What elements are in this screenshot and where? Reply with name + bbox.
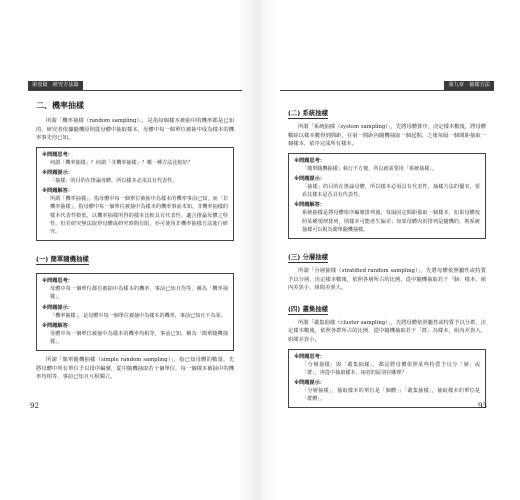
subsection-heading-systematic: (二) 系統抽樣 (288, 109, 329, 117)
answer-text: 系統抽樣是將母體依序編號排列後，每隔固定間距抽取一個樣本，如果母體按照某種規律排列，則樣本可能產生偏差；如果母體內的排列是隨機的，則系統抽樣可以視為簡單隨機抽樣。 (302, 210, 480, 233)
question-box-1 (36, 147, 234, 241)
question-box-3 (288, 153, 486, 239)
answer-label: ※問題解答： (42, 322, 73, 329)
think-text: 「簡單隨機抽樣」執行不方便，所以就需要用「系統抽樣」。 (302, 165, 437, 172)
subsection-heading-stratified: (三) 分層抽樣 (288, 253, 329, 261)
think-label: ※問題思考： (294, 157, 325, 164)
left-page (28, 72, 242, 417)
question-box-2 (36, 273, 234, 351)
think-label: ※問題思考： (42, 278, 73, 285)
hint-text: 「分層抽樣」，抽取樣本的單位是「個體」；「叢集抽樣」，抽取樣本的單位是「群體」。 (302, 387, 480, 403)
right-page-content (288, 100, 486, 413)
hint-text: 「抽樣」的目的在推論母體，所以樣本必須具有代表性。 (50, 177, 178, 184)
hint-label: ※問題提示： (42, 304, 73, 311)
section-heading-probability-sampling: 二、機率抽樣 (36, 101, 84, 110)
think-text: 母體中每一個單位都有被抽中為樣本的機率，事前已知且均等，稱為「機率抽樣」。 (50, 286, 228, 301)
think-text: 何謂「機率抽樣」？何謂「非機率抽樣」？哪一種方法比較好？ (50, 159, 193, 166)
answer-text: 母體中每一個單位被抽中為樣本的機率均相等，事前已知，稱為「簡單隨機抽樣」。 (50, 330, 228, 346)
paragraph-simple-random: 所謂「簡單隨機抽樣（simple random sampling）」，指已知母體的數量，先將母體中所有單位予以排序編號，從中隨機抽取若干個單位，每一個樣本被抽中的機率均相等，事前已知且互相獨立。 (36, 357, 234, 381)
paragraph-probability-sampling: 所謂「機率抽樣（random sampling）」，是指每個樣本被抽中的機率都是已知的，研究者依據隨機原則從母體中抽取樣本，母體中每一個單位被抽中成為樣本的機率事先均已知。 (36, 118, 234, 142)
think-label: ※問題思考： (294, 353, 325, 360)
hint-label: ※問題提示： (294, 175, 325, 182)
paragraph-stratified: 所謂「分層抽樣（stratified random sampling）」，先將母體依照屬性或特質予以分層，決定樣本數後，依照各層所占的比例，從中隨機抽取若干「個」樣本，組內差異小，組間差異大。 (288, 268, 486, 292)
chapter-title: 第九章 抽樣方法 (444, 81, 494, 90)
subsection-heading-cluster: (四) 叢集抽樣 (288, 304, 329, 313)
question-box-4 (288, 349, 486, 409)
answer-text: 所謂「機率抽樣」，指母體中每一個單位被抽中為樣本的機率事前已知，而「非機率抽樣」，指母體中每一個單位被抽中為樣本的機率事前未知。非機率抽樣的樣本代表性較低，以機率抽樣所得的樣本比較具有代表性，適合推論母體之特性。但若研究無法取得母體或研究時間有限，亦可使用非機率抽樣方法進行研究。 (50, 196, 228, 235)
hint-text: 「抽樣」的目的在推論母體，所以樣本必須具有代表性，抽樣方法的優劣，要看其樣本是否具有代表性。 (302, 183, 480, 199)
part-title: 第壹篇 研究方法篇 (28, 81, 83, 90)
think-text: 「分層抽樣」與「叢集抽樣」，都是將母體依照某些特質予以分「層」或「群」，再從中抽取樣本，兩者的區別在哪裡？ (302, 361, 480, 376)
answer-label: ※問題解答： (42, 188, 73, 195)
paragraph-cluster: 所謂「叢集抽樣（cluster sampling）」，先將母體依照屬性或特質予以分群，決定樣本數後，依照各群所占的比例，從中隨機抽取若干「群」為樣本，組內差異大，組間差異小。 (288, 319, 486, 343)
page-number-right: 93 (478, 402, 487, 410)
think-label: ※問題思考： (42, 151, 73, 158)
paragraph-systematic: 所謂「系統抽樣（system sampling）」，先將母體排序，決定樣本數後，將母體數除以樣本數得到間距，在第一間距內隨機抽取一個起點，之後每隔一個間距抽取一個樣本，依序完成所有樣本。 (288, 124, 486, 148)
page-number-left: 92 (30, 402, 39, 410)
left-page-content (36, 100, 234, 385)
right-page (280, 72, 494, 417)
hint-text: 「機率抽樣」，是母體中每一個單位被抽中為樣本的機率，事前已知且不為零。 (50, 312, 226, 319)
subsection-heading-simple-random: (一) 簡單隨機抽樣 (36, 255, 89, 264)
answer-label: ※問題解答： (294, 202, 325, 209)
hint-label: ※問題提示： (42, 169, 73, 176)
hint-label: ※問題提示： (294, 379, 325, 386)
